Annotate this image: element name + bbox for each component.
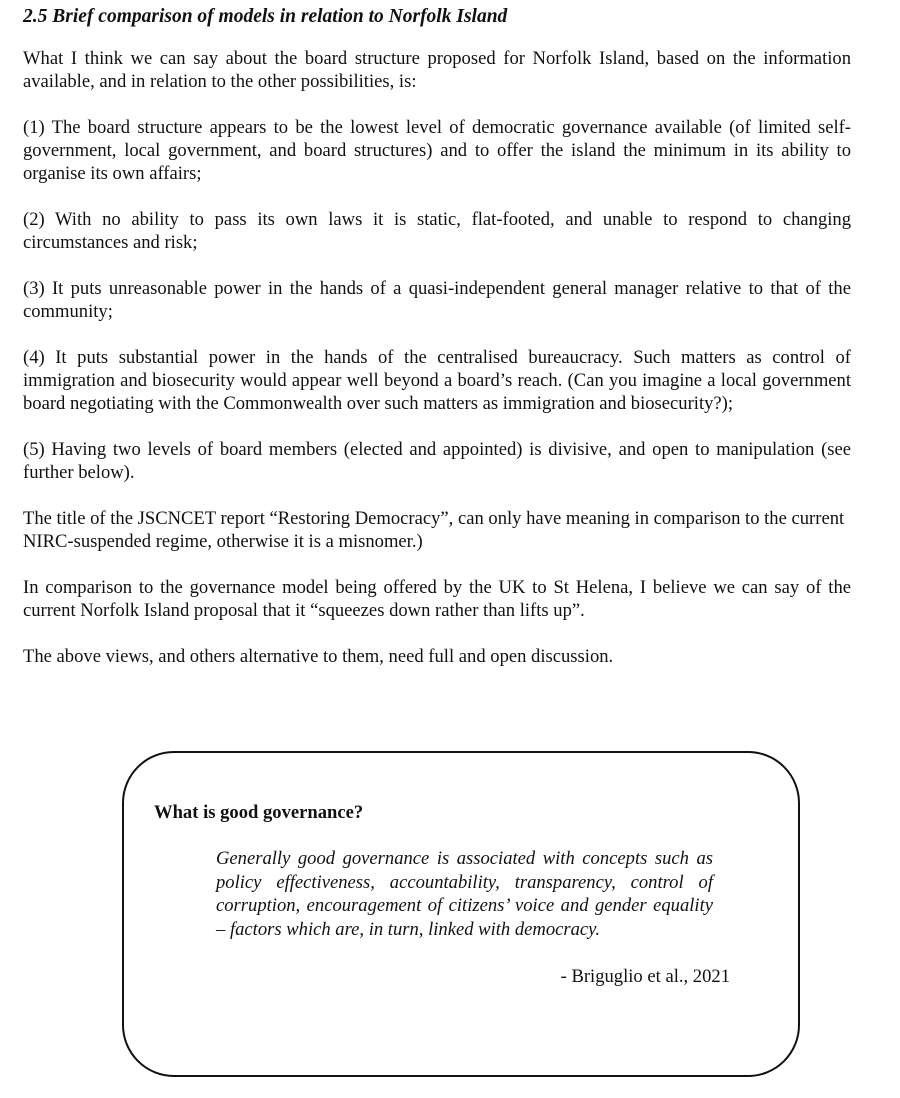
- comparison-paragraph: In comparison to the governance model being offered by the UK to St Helena, I believe we can say of the current Norfolk Island proposal that it “squeezes down rather than lifts up”.: [23, 577, 851, 621]
- callout-citation: - Briguglio et al., 2021: [560, 966, 730, 987]
- report-title-paragraph: The title of the JSCNCET report “Restoring Democracy”, can only have meaning in comparison to the current NIRC-suspended regime, otherwise it is a misnomer.): [23, 508, 845, 552]
- point-1-paragraph: (1) The board structure appears to be the lowest level of democratic governance available (of limited self-government, local government, and board structures) and to offer the island the minimum in its ability to organise its own affairs;: [23, 117, 851, 184]
- intro-paragraph: What I think we can say about the board structure proposed for Norfolk Island, based on the information available, and in relation to the other possibilities, is:: [23, 48, 851, 92]
- point-4-paragraph: (4) It puts substantial power in the hands of the centralised bureaucracy. Such matters as control of immigration and biosecurity would appear well beyond a board’s reach. (Can you imagine a local government board negotiating with the Commonwealth over such matters as immigration and biosecurity?);: [23, 347, 851, 414]
- closing-paragraph: The above views, and others alternative to them, need full and open discussion.: [23, 646, 614, 667]
- section-heading: 2.5 Brief comparison of models in relation to Norfolk Island: [23, 6, 508, 27]
- point-3-paragraph: (3) It puts unreasonable power in the hands of a quasi-independent general manager relative to that of the community;: [23, 278, 851, 322]
- callout-quote: Generally good governance is associated with concepts such as policy effectiveness, accountability, transparency, control of corruption, encouragement of citizens’ voice and gender equality – factors which are, in turn, linked with democracy.: [216, 848, 713, 940]
- callout-title: What is good governance?: [154, 802, 364, 823]
- point-2-paragraph: (2) With no ability to pass its own laws it is static, flat-footed, and unable to respond to changing circumstances and risk;: [23, 209, 851, 253]
- document-body: [23, 4, 851, 691]
- point-5-paragraph: (5) Having two levels of board members (elected and appointed) is divisive, and open to manipulation (see further below).: [23, 439, 851, 483]
- good-governance-callout: [122, 751, 800, 1077]
